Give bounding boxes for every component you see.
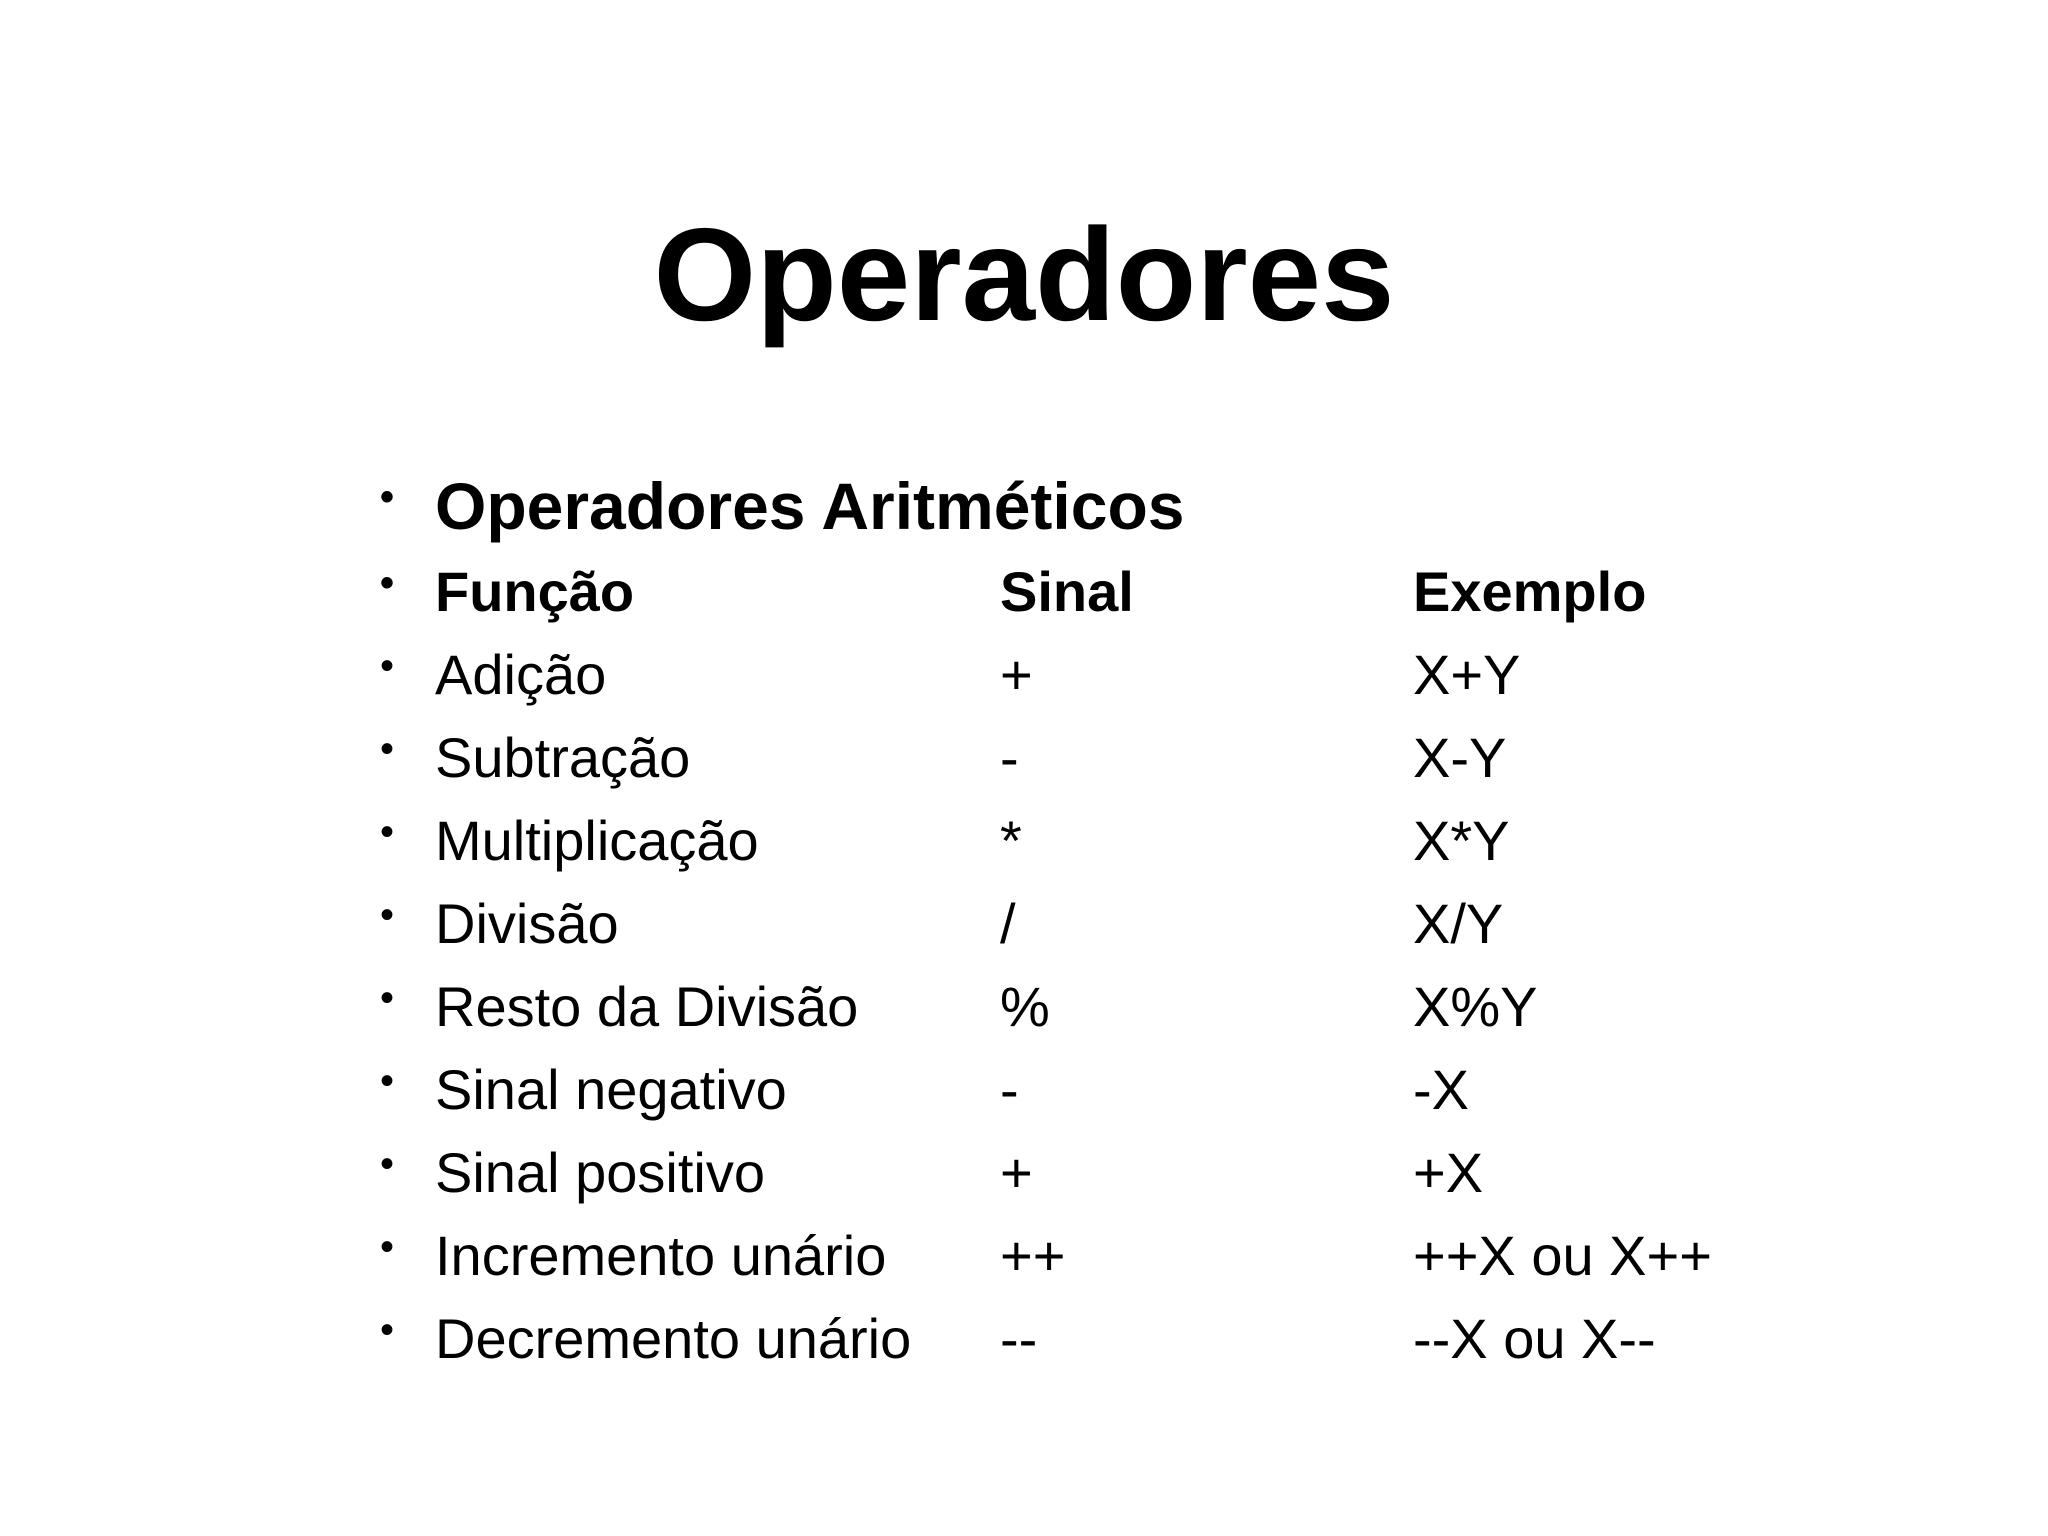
row-sinal: * (1000, 809, 1022, 872)
header-exemplo: Exemplo (1413, 560, 1647, 623)
row-exemplo: X+Y (1413, 643, 1521, 706)
row-sinal: % (1000, 975, 1050, 1038)
row-sinal: - (1000, 1058, 1019, 1121)
bullet-icon: • (380, 1308, 395, 1352)
row-sinal: -- (1000, 1307, 1038, 1370)
bullet-icon: • (380, 561, 395, 605)
section-heading: Operadores Aritméticos (435, 469, 1185, 543)
row-funcao: Multiplicação (435, 809, 759, 872)
bullet-icon: • (380, 727, 395, 771)
header-funcao: Função (435, 560, 635, 623)
row-funcao: Sinal positivo (435, 1141, 765, 1204)
row-funcao: Divisão (435, 892, 619, 955)
row-exemplo: --X ou X-- (1413, 1307, 1656, 1370)
bullet-icon: • (380, 475, 395, 519)
bullet-icon: • (380, 1225, 395, 1269)
bullet-icon: • (380, 976, 395, 1020)
row-sinal: + (1000, 643, 1033, 706)
row-exemplo: X-Y (1413, 726, 1507, 789)
bullet-icon: • (380, 644, 395, 688)
bullet-icon: • (380, 893, 395, 937)
bullet-icon: • (380, 810, 395, 854)
row-sinal: ++ (1000, 1224, 1066, 1287)
row-exemplo: X/Y (1413, 892, 1504, 955)
header-sinal: Sinal (1000, 560, 1134, 623)
bullet-icon: • (380, 1059, 395, 1103)
row-sinal: / (1000, 892, 1016, 955)
row-funcao: Decremento unário (435, 1307, 912, 1370)
row-sinal: - (1000, 726, 1019, 789)
row-funcao: Incremento unário (435, 1224, 887, 1287)
row-funcao: Adição (435, 643, 607, 706)
row-funcao: Sinal negativo (435, 1058, 787, 1121)
bullet-icon: • (380, 1142, 395, 1186)
row-funcao: Subtração (435, 726, 691, 789)
row-funcao: Resto da Divisão (435, 975, 859, 1038)
row-exemplo: ++X ou X++ (1413, 1224, 1712, 1287)
row-sinal: + (1000, 1141, 1033, 1204)
row-exemplo: X%Y (1413, 975, 1538, 1038)
row-exemplo: -X (1413, 1058, 1469, 1121)
row-exemplo: +X (1413, 1141, 1484, 1204)
row-exemplo: X*Y (1413, 809, 1510, 872)
slide-title: Operadores (653, 201, 1395, 348)
